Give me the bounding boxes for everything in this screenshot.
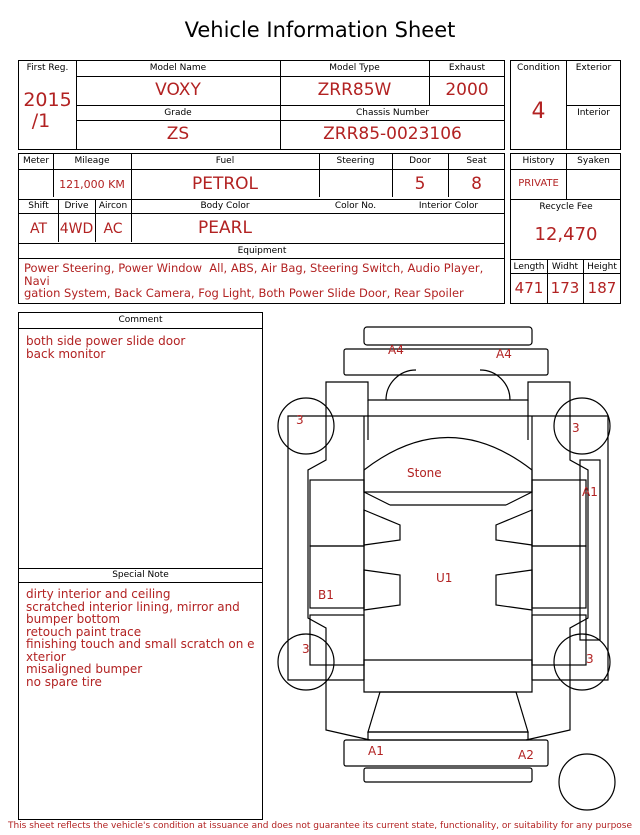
rear-section: [326, 660, 570, 782]
width-label: Widht: [551, 262, 579, 272]
body-color-label: Body Color: [200, 201, 250, 211]
drive-value: 4WD: [59, 221, 94, 237]
mark-front-a4-left: A4: [388, 343, 404, 357]
front-bumper: [344, 327, 548, 375]
mark-rear-a1: A1: [368, 744, 384, 758]
vehicle-damage-diagram: [270, 320, 630, 820]
condition-box: [510, 60, 621, 150]
first-reg-label: First Reg.: [26, 63, 69, 73]
equipment-label: Equipment: [237, 246, 287, 256]
spare-tire: [559, 754, 615, 810]
model-type-value: ZRR85W: [317, 80, 392, 100]
special-note-label: Special Note: [112, 570, 169, 580]
mileage-label: Mileage: [74, 156, 110, 166]
meter-label: Meter: [22, 156, 50, 166]
exterior-label: Exterior: [575, 63, 612, 73]
condition-value: 4: [531, 99, 546, 124]
mark-front-a4-right: A4: [496, 347, 512, 361]
page-title: Vehicle Information Sheet: [184, 18, 456, 42]
steering-label: Steering: [336, 156, 375, 166]
model-name-value: VOXY: [155, 80, 201, 100]
mark-wheel-fl: 3: [296, 413, 304, 427]
aircon-value: AC: [103, 221, 123, 237]
special-note-text: dirty interior and ceiling scratched interior lining, mirror and bumper bottom retouch paint trace finishing touch and small scratch on e xterior misaligned bumper no spare tire: [26, 587, 255, 689]
wheel-front-right: [554, 398, 610, 454]
mark-b1: B1: [318, 588, 334, 602]
grade-label: Grade: [164, 108, 192, 118]
seat-value: 8: [471, 174, 482, 194]
exhaust-value: 2000: [445, 80, 489, 100]
disclaimer-footer: This sheet reflects the vehicle's condition at issuance and does not guarantee its current state, functionality, or suitability for any purpose: [7, 821, 633, 831]
history-box: [510, 153, 621, 304]
interior-color-label: Interior Color: [418, 201, 479, 211]
specs-box: [18, 153, 505, 304]
fuel-label: Fuel: [215, 156, 235, 166]
first-reg-year: 2015: [23, 89, 72, 111]
body-color-value: PEARL: [198, 218, 252, 238]
model-name-label: Model Name: [149, 63, 207, 73]
recycle-fee-value: 12,470: [534, 224, 598, 245]
windshield: [364, 438, 532, 506]
shift-label: Shift: [28, 201, 49, 211]
shift-value: AT: [29, 221, 48, 237]
door-label: Door: [409, 156, 431, 166]
height-value: 187: [587, 279, 617, 297]
model-type-label: Model Type: [329, 63, 380, 73]
mark-stone: Stone: [407, 466, 442, 480]
interior-label: Interior: [577, 108, 610, 118]
wheel-rear-right: [554, 634, 610, 690]
recycle-fee-label: Recycle Fee: [539, 202, 593, 212]
aircon-label: Aircon: [98, 201, 128, 211]
left-side-panels: [288, 416, 400, 680]
right-side-panels: [496, 416, 608, 680]
mark-wheel-fr: 3: [572, 421, 580, 435]
seat-label: Seat: [466, 156, 487, 166]
comment-label: Comment: [118, 315, 163, 325]
drive-label: Drive: [64, 201, 89, 211]
length-label: Length: [513, 262, 545, 272]
width-value: 173: [550, 279, 580, 297]
height-label: Height: [587, 262, 617, 272]
model-info-box: [18, 60, 505, 150]
equipment-value: Power Steering, Power Window All, ABS, Air Bag, Steering Switch, Audio Player, Navi gation System, Back Camera, Fog Light, Both Power Slide Door, Rear Spoiler: [24, 261, 484, 300]
grade-value: ZS: [166, 124, 190, 144]
history-value: PRIVATE: [518, 178, 559, 189]
syaken-label: Syaken: [577, 156, 610, 166]
first-reg-month: /1: [31, 110, 51, 132]
mark-a1-right: A1: [582, 485, 598, 499]
chassis-value: ZRR85-0023106: [323, 124, 462, 144]
door-value: 5: [414, 174, 426, 194]
color-no-label: Color No.: [334, 201, 377, 211]
notes-box: [18, 312, 263, 820]
comment-text: both side power slide door back monitor: [26, 334, 186, 361]
mark-wheel-rl: 3: [302, 642, 310, 656]
mileage-value: 121,000 KM: [59, 178, 125, 191]
body-outline: [326, 370, 570, 680]
length-value: 471: [514, 279, 544, 297]
chassis-label: Chassis Number: [355, 108, 430, 118]
history-label: History: [522, 156, 555, 166]
condition-label: Condition: [517, 63, 560, 73]
mark-wheel-rr: 3: [586, 652, 594, 666]
fuel-value: PETROL: [191, 174, 259, 194]
mark-rear-a2: A2: [518, 748, 534, 762]
mark-u1: U1: [436, 571, 453, 585]
exhaust-label: Exhaust: [448, 63, 486, 73]
